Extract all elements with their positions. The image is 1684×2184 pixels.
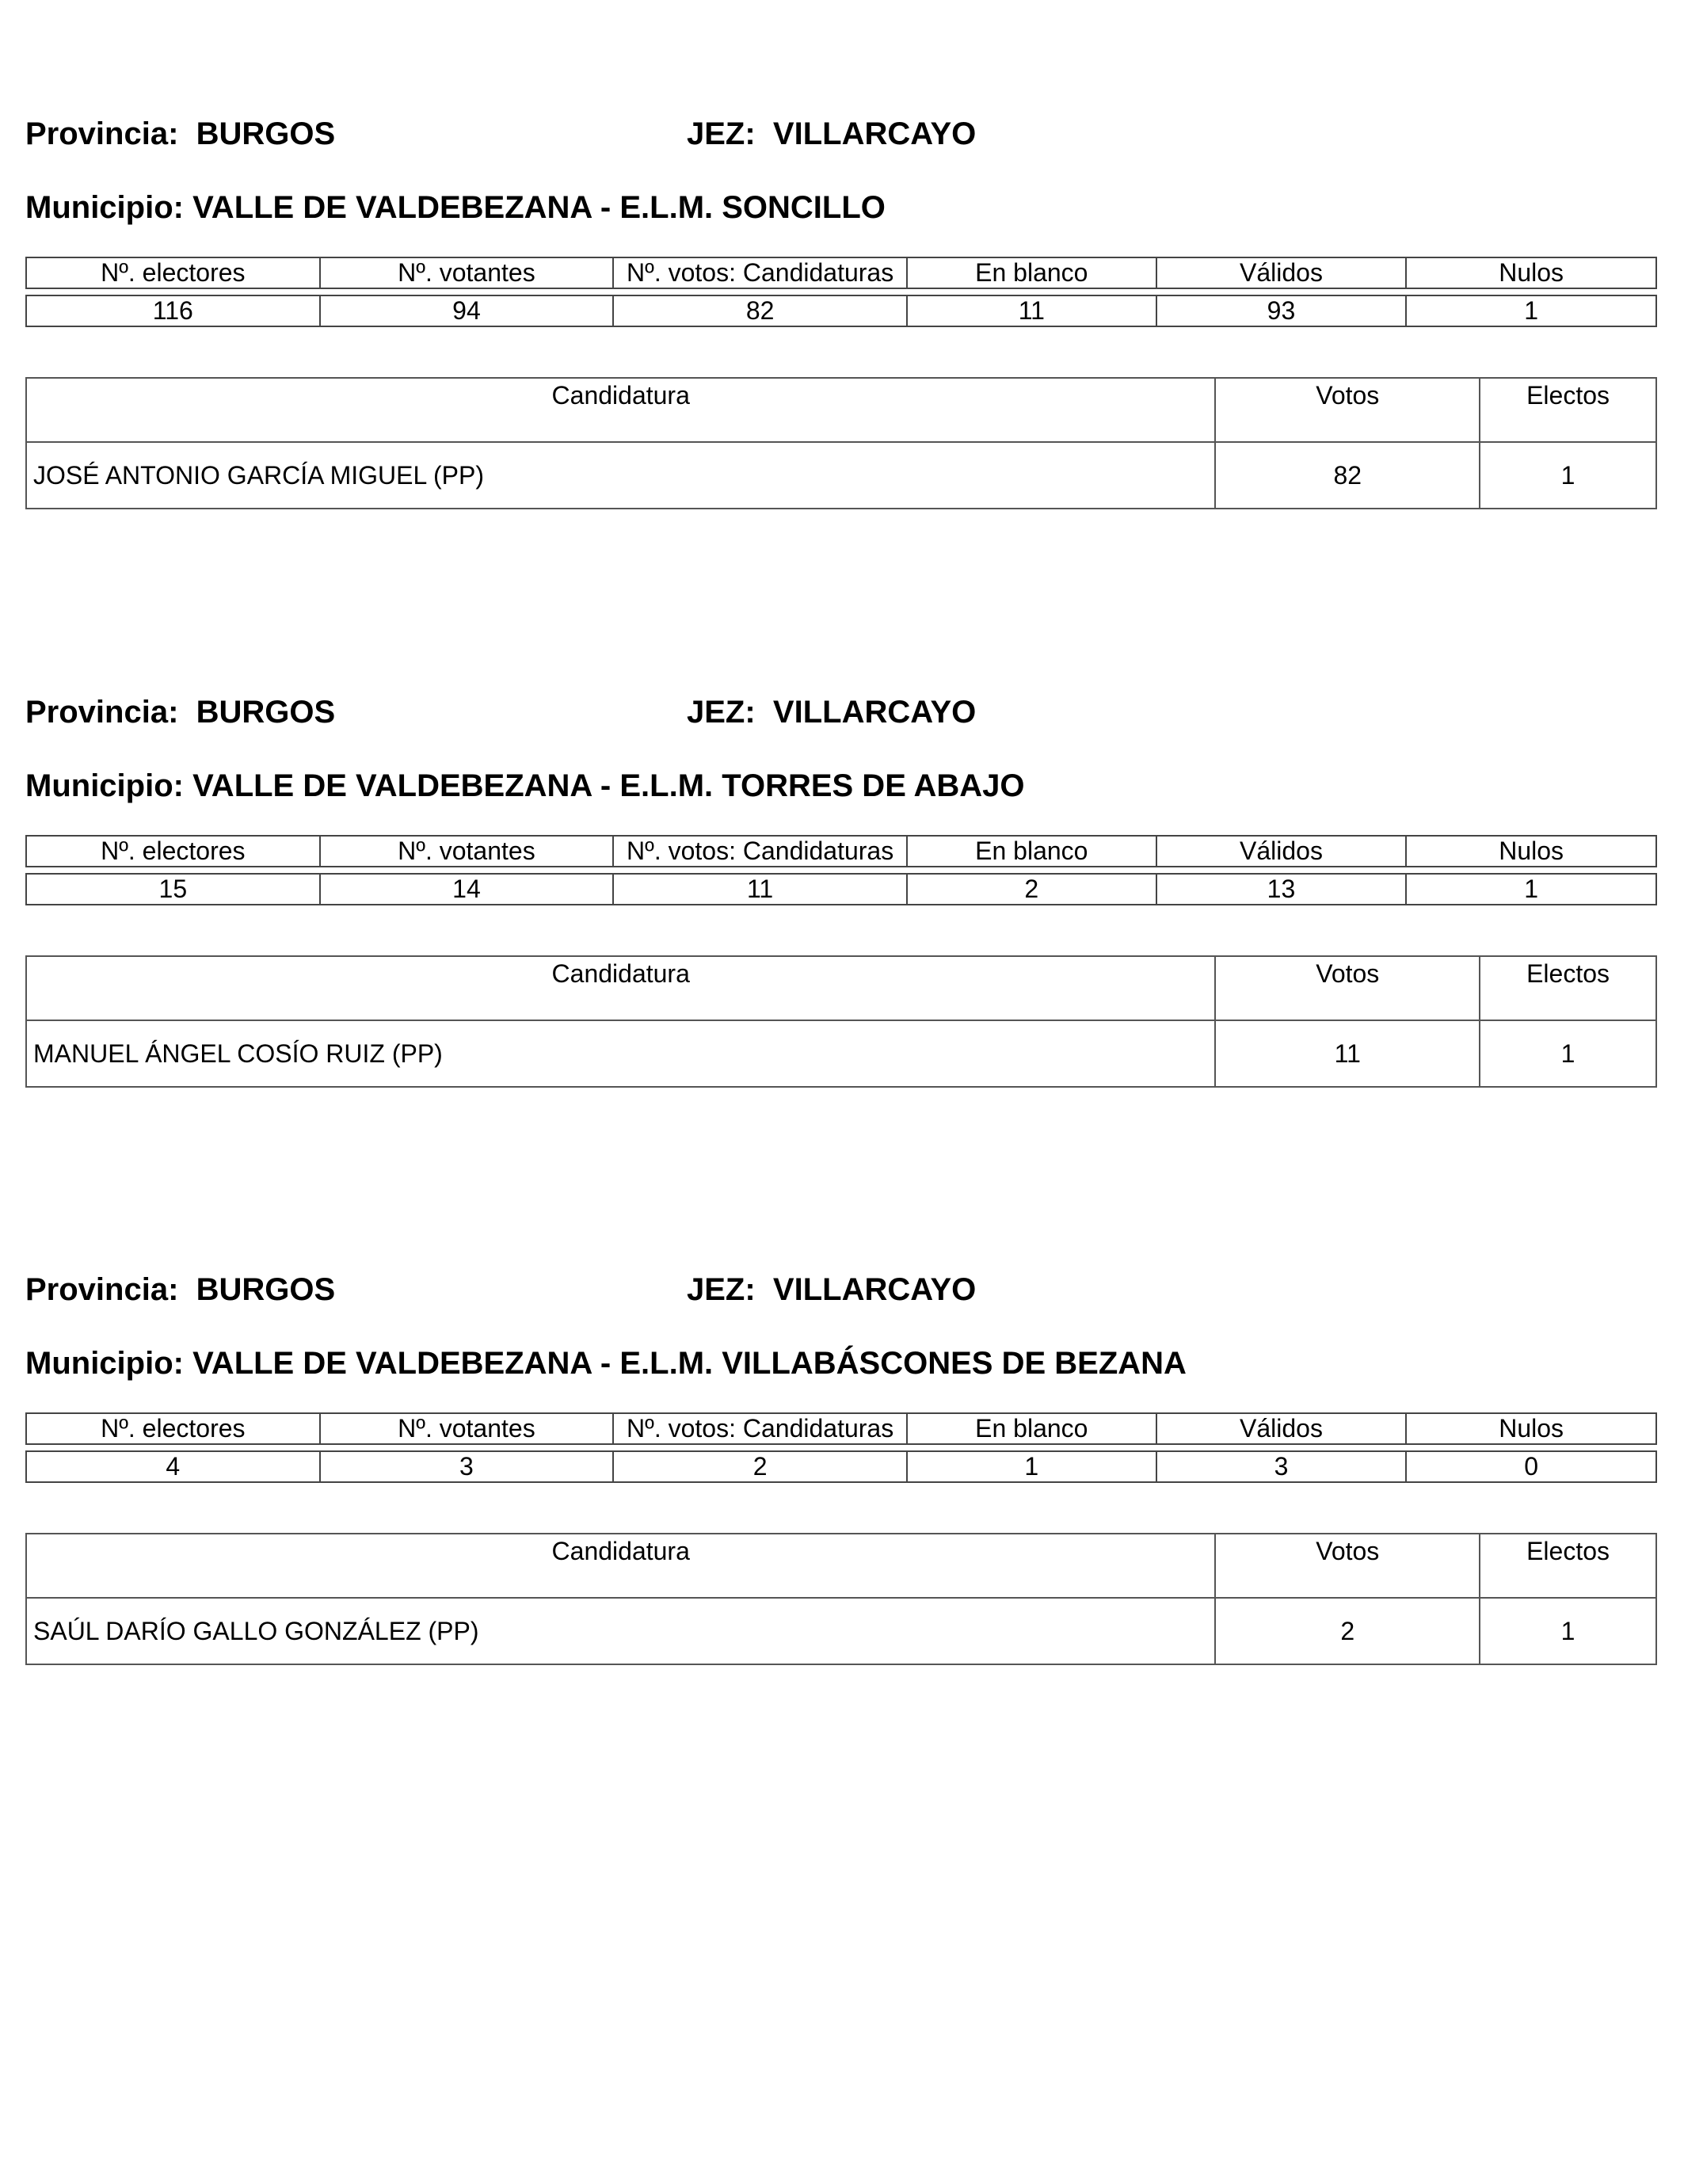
municipio-value: VALLE DE VALDEBEZANA - E.L.M. VILLABÁSCONES DE BEZANA — [192, 1346, 1187, 1381]
candidate-name: SAÚL DARÍO GALLO GONZÁLEZ (PP) — [26, 1598, 1215, 1664]
stats-value-row — [26, 1451, 1656, 1482]
municipio-label: Municipio: — [25, 768, 184, 803]
municipio-line — [25, 1346, 1187, 1382]
stats-table — [25, 257, 1657, 327]
stats-header-votos-candidaturas: Nº. votos: Candidaturas — [613, 836, 907, 867]
stats-header-votos-candidaturas: Nº. votos: Candidaturas — [613, 257, 907, 288]
candidates-header-row — [26, 956, 1656, 1020]
provincia-value: BURGOS — [196, 695, 336, 730]
candidate-row — [26, 1020, 1656, 1087]
jez-value: VILLARCAYO — [772, 116, 977, 151]
candidates-table — [25, 1533, 1657, 1665]
stats-value-validos: 93 — [1156, 295, 1407, 326]
candidates-header-row — [26, 1534, 1656, 1598]
stats-value-en-blanco: 2 — [907, 874, 1156, 905]
provincia-line — [25, 695, 335, 730]
stats-header-votantes: Nº. votantes — [320, 257, 614, 288]
stats-value-votantes: 3 — [320, 1451, 614, 1482]
stats-header-electores: Nº. electores — [26, 1413, 320, 1444]
stats-value-nulos: 1 — [1406, 874, 1656, 905]
municipio-line — [25, 768, 1025, 804]
provincia-line — [25, 116, 335, 152]
stats-header-row — [26, 1413, 1656, 1444]
provincia-label: Provincia: — [25, 116, 179, 151]
stats-value-electores: 4 — [26, 1451, 320, 1482]
stats-header-validos: Válidos — [1156, 1413, 1407, 1444]
stats-value-votantes: 94 — [320, 295, 614, 326]
jez-value: VILLARCAYO — [772, 1272, 977, 1307]
municipio-label: Municipio: — [25, 190, 184, 225]
stats-table — [25, 1412, 1657, 1483]
stats-header-nulos: Nulos — [1406, 257, 1656, 288]
municipio-label: Municipio: — [25, 1346, 184, 1381]
stats-header-electores: Nº. electores — [26, 836, 320, 867]
stats-header-votantes: Nº. votantes — [320, 1413, 614, 1444]
candidate-name: MANUEL ÁNGEL COSÍO RUIZ (PP) — [26, 1020, 1215, 1087]
stats-value-votos-candidaturas: 11 — [613, 874, 907, 905]
stats-value-votos-candidaturas: 82 — [613, 295, 907, 326]
candidatura-header: Candidatura — [26, 378, 1215, 442]
candidate-electos: 1 — [1480, 1598, 1656, 1664]
provincia-line — [25, 1272, 335, 1308]
jez-label: JEZ: — [687, 116, 756, 151]
stats-header-nulos: Nulos — [1406, 1413, 1656, 1444]
stats-value-electores: 15 — [26, 874, 320, 905]
stats-value-votos-candidaturas: 2 — [613, 1451, 907, 1482]
provincia-label: Provincia: — [25, 695, 179, 730]
candidate-votos: 11 — [1215, 1020, 1480, 1087]
candidate-electos: 1 — [1480, 1020, 1656, 1087]
municipio-value: VALLE DE VALDEBEZANA - E.L.M. TORRES DE ABAJO — [192, 768, 1025, 803]
jez-line — [687, 1272, 976, 1308]
candidate-row — [26, 1598, 1656, 1664]
stats-header-row — [26, 257, 1656, 288]
candidate-electos: 1 — [1480, 442, 1656, 509]
votos-header: Votos — [1215, 1534, 1480, 1598]
electos-header: Electos — [1480, 378, 1656, 442]
stats-header-en-blanco: En blanco — [907, 257, 1156, 288]
candidatura-header: Candidatura — [26, 956, 1215, 1020]
stats-value-validos: 3 — [1156, 1451, 1407, 1482]
provincia-value: BURGOS — [196, 116, 336, 151]
stats-header-row — [26, 836, 1656, 867]
stats-header-validos: Válidos — [1156, 257, 1407, 288]
jez-value: VILLARCAYO — [772, 695, 977, 730]
stats-table — [25, 835, 1657, 905]
electos-header: Electos — [1480, 1534, 1656, 1598]
stats-header-electores: Nº. electores — [26, 257, 320, 288]
candidate-row — [26, 442, 1656, 509]
candidates-table — [25, 955, 1657, 1088]
stats-value-row — [26, 874, 1656, 905]
stats-value-en-blanco: 1 — [907, 1451, 1156, 1482]
stats-header-nulos: Nulos — [1406, 836, 1656, 867]
stats-value-validos: 13 — [1156, 874, 1407, 905]
jez-line — [687, 695, 976, 730]
candidate-name: JOSÉ ANTONIO GARCÍA MIGUEL (PP) — [26, 442, 1215, 509]
stats-header-en-blanco: En blanco — [907, 836, 1156, 867]
votos-header: Votos — [1215, 956, 1480, 1020]
electos-header: Electos — [1480, 956, 1656, 1020]
provincia-value: BURGOS — [196, 1272, 336, 1307]
candidatura-header: Candidatura — [26, 1534, 1215, 1598]
stats-header-en-blanco: En blanco — [907, 1413, 1156, 1444]
stats-header-validos: Válidos — [1156, 836, 1407, 867]
candidate-votos: 82 — [1215, 442, 1480, 509]
stats-value-row — [26, 295, 1656, 326]
provincia-label: Provincia: — [25, 1272, 179, 1307]
municipio-line — [25, 190, 886, 226]
stats-value-en-blanco: 11 — [907, 295, 1156, 326]
jez-label: JEZ: — [687, 1272, 756, 1307]
candidates-table — [25, 377, 1657, 509]
jez-label: JEZ: — [687, 695, 756, 730]
stats-value-votantes: 14 — [320, 874, 614, 905]
candidate-votos: 2 — [1215, 1598, 1480, 1664]
stats-value-nulos: 0 — [1406, 1451, 1656, 1482]
stats-value-nulos: 1 — [1406, 295, 1656, 326]
municipio-value: VALLE DE VALDEBEZANA - E.L.M. SONCILLO — [192, 190, 886, 225]
stats-header-votos-candidaturas: Nº. votos: Candidaturas — [613, 1413, 907, 1444]
votos-header: Votos — [1215, 378, 1480, 442]
jez-line — [687, 116, 976, 152]
stats-header-votantes: Nº. votantes — [320, 836, 614, 867]
stats-value-electores: 116 — [26, 295, 320, 326]
candidates-header-row — [26, 378, 1656, 442]
